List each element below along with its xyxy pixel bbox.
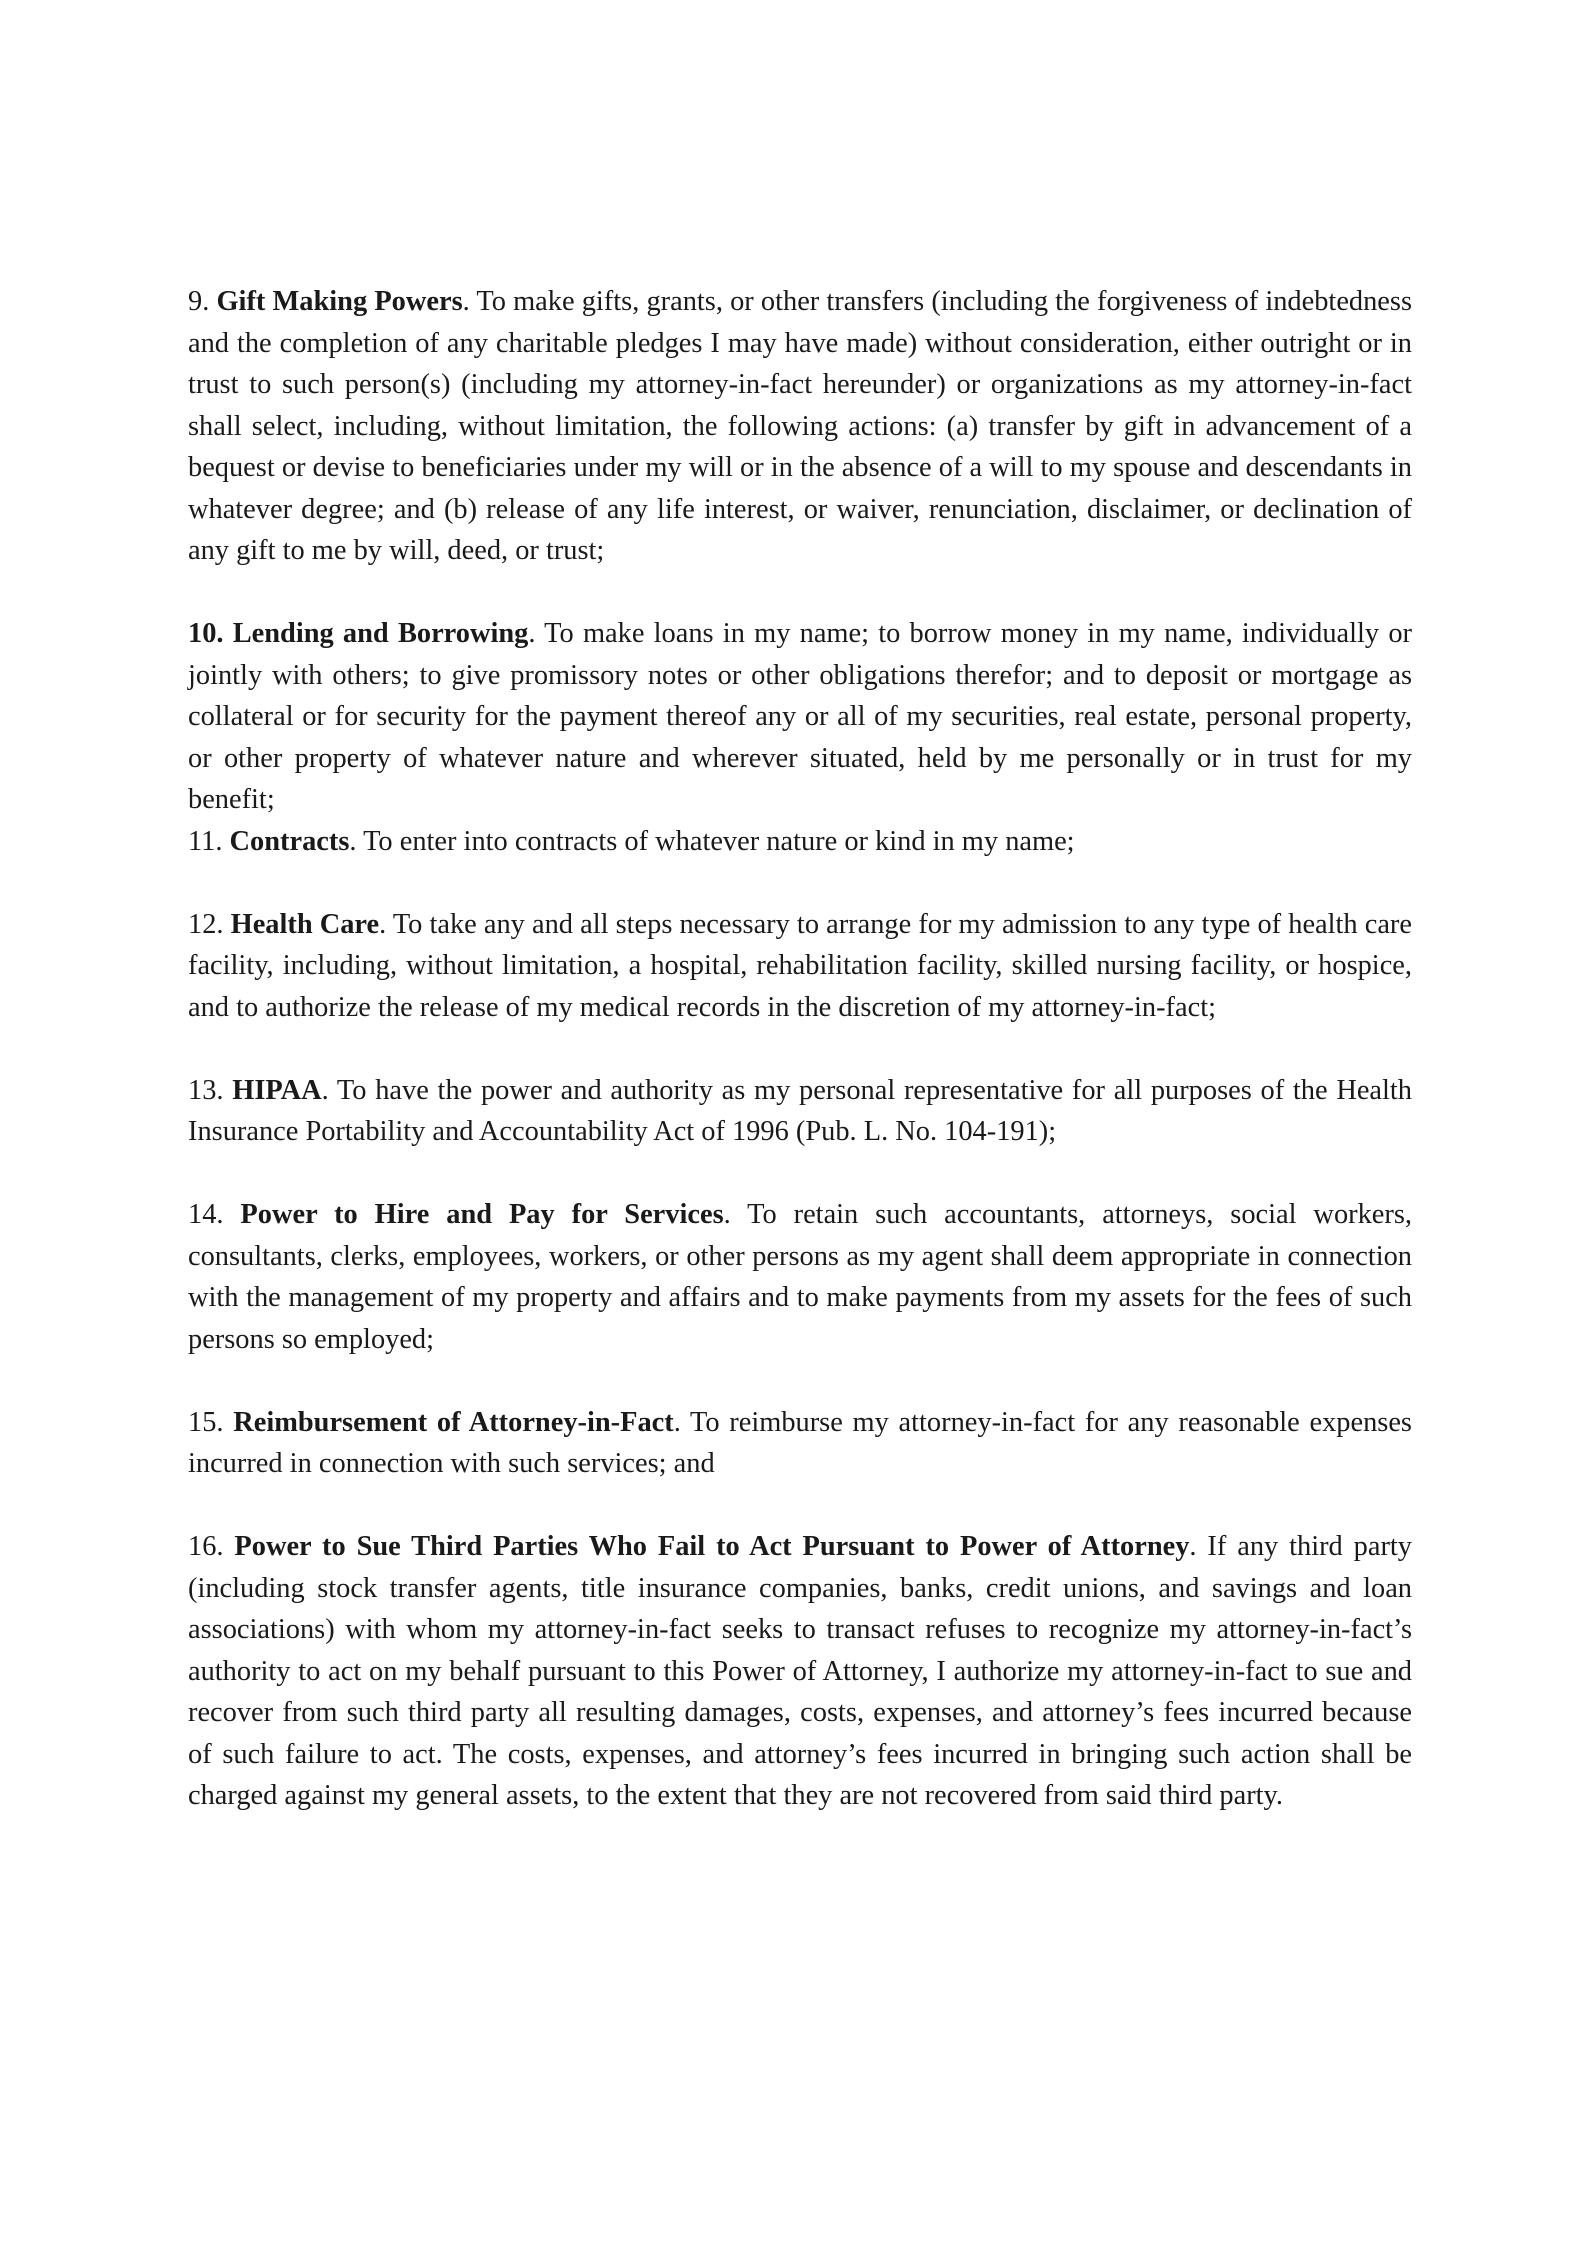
section-15-reimbursement [188,1402,1412,1485]
section-heading: HIPAA [232,1074,322,1106]
section-body: . To make loans in my name; to borrow money in my name, individually or jointly with others; to give promissory notes or other obligations therefor; and to deposit or mortgage as collateral or for security for the payment thereof any or all of my securities, real estate, personal property, or other property of whatever nature and wherever situated, held by me personally or in trust for my benefit; [188,618,1412,815]
section-heading: Lending and Borrowing [232,618,529,649]
section-number: 14. [188,1199,241,1230]
section-heading: Gift Making Powers [216,286,463,317]
section-number: 13. [188,1074,233,1106]
section-heading: Health Care [230,908,380,940]
section-body: . To take any and all steps necessary to arrange for my admission to any type of health care facility, including, without limitation, a hospital, rehabilitation facility, skilled nursing facility, or hospice, and to authorize the release of my medical records in the discretion of my attorney-in-fact; [188,908,1412,1023]
section-9-gift-making-powers [188,281,1412,572]
section-body: . To reimburse my attorney-in-fact for any reasonable expenses incurred in connection with such services; and [188,1406,1412,1479]
section-14-power-to-hire-and-pay [188,1194,1412,1360]
section-body: . To have the power and authority as my personal representative for all purposes of the Health Insurance Portability and Accountability Act of 1996 (Pub. L. No. 104-191); [188,1074,1412,1147]
section-number: 10. [188,618,233,649]
section-heading: Reimbursement of Attorney-in-Fact [233,1406,674,1438]
section-11-contracts [188,821,1412,863]
section-13-hipaa [188,1070,1412,1153]
section-body: . To enter into contracts of whatever nature or kind in my name; [349,825,1075,857]
section-10-lending-and-borrowing [188,613,1412,821]
section-body: . If any third party (including stock transfer agents, title insurance companies, banks, credit unions, and savings and loan associations) with whom my attorney-in-fact seeks to transact refuses to recognize my attorney-in-fact’s authority to act on my behalf pursuant to this Power of Attorney, I authorize my attorney-in-fact to sue and recover from such third party all resulting damages, costs, expenses, and attorney’s fees incurred because of such failure to act. The costs, expenses, and attorney’s fees incurred in bringing such action shall be charged against my general assets, to the extent that they are not recovered from said third party. [188,1531,1412,1811]
section-heading: Contracts [229,825,350,857]
document-page [188,281,1412,1817]
section-number: 16. [188,1531,235,1562]
section-heading: Power to Sue Third Parties Who Fail to Act Pursuant to Power of Attorney [234,1531,1190,1562]
section-number: 12. [188,908,231,940]
section-body: . To retain such accountants, attorneys, social workers, consultants, clerks, employees, workers, or other persons as my agent shall deem appropriate in connection with the management of my property and affairs and to make payments from my assets for the fees of such persons so employed; [188,1199,1412,1355]
section-12-health-care [188,904,1412,1029]
section-number: 11. [188,825,230,857]
section-body: . To make gifts, grants, or other transfers (including the forgiveness of indebtedness and the completion of any charitable pledges I may have made) without consideration, either outright or in trust to such person(s) (including my attorney-in-fact hereunder) or organizations as my attorney-in-fact shall select, including, without limitation, the following actions: (a) transfer by gift in advancement of a bequest or devise to beneficiaries under my will or in the absence of a will to my spouse and descendants in whatever degree; and (b) release of any life interest, or waiver, renunciation, disclaimer, or declination of any gift to me by will, deed, or trust; [188,286,1413,566]
section-heading: Power to Hire and Pay for Services [240,1199,724,1230]
section-number: 9. [188,286,217,317]
section-number: 15. [188,1406,234,1438]
section-16-power-to-sue [188,1526,1412,1817]
